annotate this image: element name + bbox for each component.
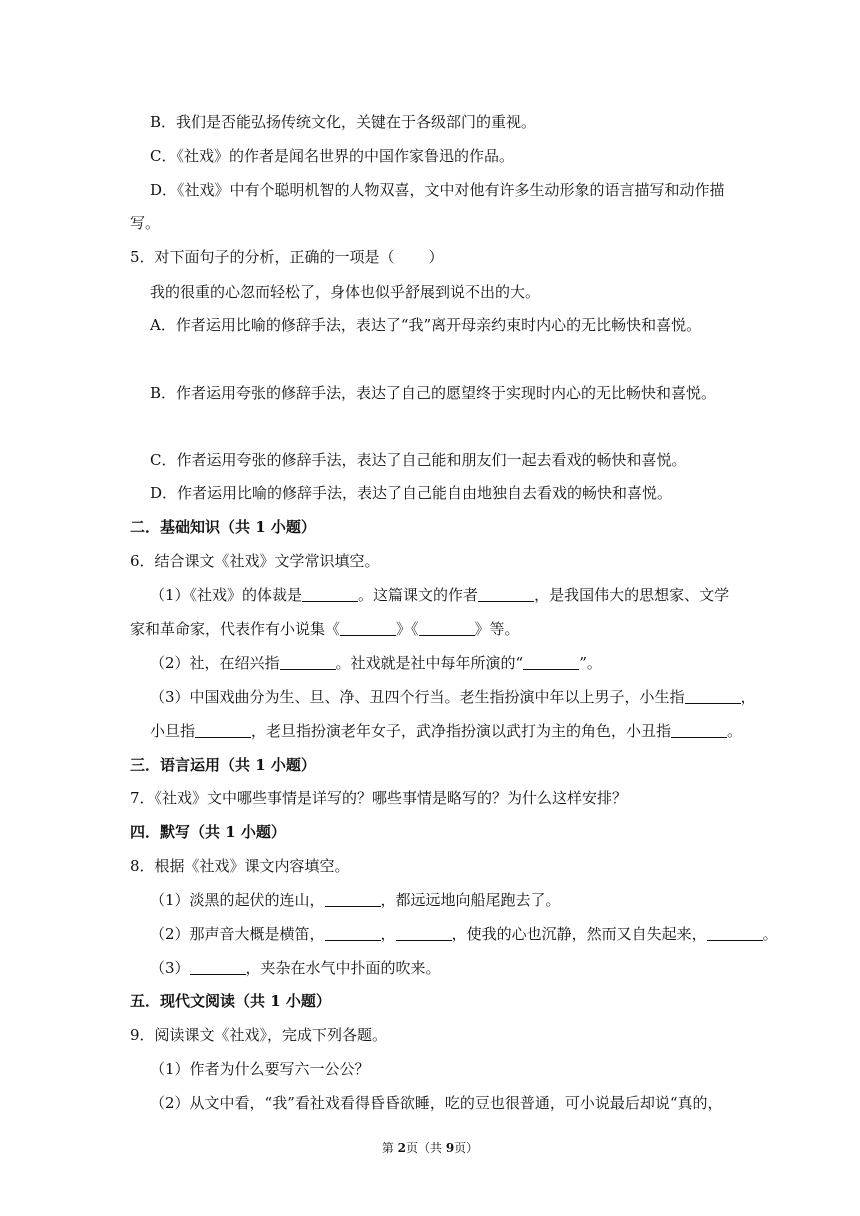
section-2-heading: 二．基础知识（共 1 小题） [130,518,316,536]
q6-p3-text-c: 小旦指 [150,722,196,740]
q6-p1-text-d: 家和革命家，代表作有小说集《 [130,620,341,638]
q4-option-c: C．《社戏》的作者是闻名世界的中国作家鲁迅的作品。 [150,147,514,165]
q8-p1-text-b: ，都远远地向船尾跑去了。 [380,891,561,909]
q6-part3-line2 [150,721,743,741]
fill-blank[interactable] [190,960,246,975]
fill-blank[interactable] [707,926,763,941]
q5-stem-text: 5．对下面句子的分析，正确的一项是（ [130,248,395,266]
fill-blank[interactable] [302,587,358,602]
q5-option-c: C．作者运用夸张的修辞手法，表达了自己能和朋友们一起去看戏的畅快和喜悦。 [150,451,687,469]
q8-p2-text-a: （2）那声音大概是横笛， [150,925,325,943]
footer-suffix: 页） [454,1141,479,1155]
q6-p3-text-a: （3）中国戏曲分为生、旦、净、丑四个行当。老生指扮演中年以上男子，小生指 [150,688,685,706]
q6-p1-text-c: ，是我国伟大的思想家、文学 [534,586,730,604]
q8-part3 [150,958,730,978]
fill-blank[interactable] [523,655,579,670]
q6-p3-text-e: 。 [727,722,743,740]
q4-option-d-line1: D．《社戏》中有个聪明机智的人物双喜，文中对他有许多生动形象的语言描写和动作描 [150,181,725,199]
q6-part1-line1 [150,585,730,605]
fill-blank[interactable] [478,587,534,602]
q5-option-a: A．作者运用比喻的修辞手法，表达了“我”离开母亲约束时内心的无比畅快和喜悦。 [150,316,702,334]
q6-part1-line2 [130,619,730,639]
q6-p1-text-b: 。这篇课文的作者 [358,586,479,604]
fill-blank[interactable] [685,689,741,704]
fill-blank[interactable] [396,926,452,941]
q8-p3-text-b: ，夹杂在水气中扑面的吹来。 [245,959,441,977]
q5-option-b: B．作者运用夸张的修辞手法，表达了自己的愿望终于实现时内心的无比畅快和喜悦。 [150,384,717,402]
q5-option-d: D．作者运用比喻的修辞手法，表达了自己能自由地独自去看戏的畅快和喜悦。 [150,484,673,502]
q5-stem-close: ） [428,248,444,266]
q8-part2 [150,924,778,944]
q7-stem: 7．《社戏》文中哪些事情是详写的？哪些事情是略写的？为什么这样安排？ [130,789,628,807]
q8-p1-text-a: （1）淡黑的起伏的连山， [150,891,325,909]
q6-p1-text-a: （1）《社戏》的体裁是 [150,586,303,604]
q8-p2-text-b: ， [380,925,396,943]
footer-prefix: 第 [381,1141,398,1155]
total-pages-number: 9 [445,1141,455,1155]
section-5-heading: 五．现代文阅读（共 1 小题） [130,992,331,1010]
current-page-number: 2 [397,1141,406,1155]
q6-p2-text-b: 。社戏就是社中每年所演的“ [335,654,524,672]
section-4-heading: 四．默写（共 1 小题） [130,823,286,841]
q6-part3-line1 [150,687,756,707]
fill-blank[interactable] [325,926,381,941]
q4-option-d-line2: 写。 [130,214,161,232]
fill-blank[interactable] [280,655,336,670]
fill-blank[interactable] [195,723,251,738]
q8-p3-text-a: （3） [150,959,190,977]
footer-middle: 页（共 [405,1141,446,1155]
section-3-heading: 三．语言运用（共 1 小题） [130,756,316,774]
fill-blank[interactable] [671,723,727,738]
q9-part2: （2）从文中看，“我”看社戏看得昏昏欲睡，吃的豆也很普通，可小说最后却说“真的， [150,1094,723,1112]
q6-p1-text-e: 》《 [396,620,419,638]
q6-p2-text-a: （2）社，在绍兴指 [150,654,280,672]
q6-p3-text-d: ，老旦指扮演老年女子，武净指扮演以武打为主的角色，小丑指 [251,722,672,740]
q8-p2-text-c: ，使我的心也沉静，然而又自失起来， [451,925,707,943]
q8-part1 [150,890,730,910]
page-footer [0,1140,860,1156]
q5-stem [130,247,730,267]
q9-stem: 9．阅读课文《社戏》，完成下列各题。 [130,1026,388,1044]
q9-part1: （1）作者为什么要写六一公公？ [150,1060,370,1078]
fill-blank[interactable] [340,621,396,636]
q6-p1-text-f: 》等。 [474,620,520,638]
q8-stem: 8．根据《社戏》课文内容填空。 [130,857,350,875]
fill-blank[interactable] [419,621,475,636]
q8-p2-text-d: 。 [762,925,778,943]
q5-sentence: 我的很重的心忽而轻松了，身体也似乎舒展到说不出的大。 [150,283,541,301]
q4-option-b: B．我们是否能弘扬传统文化，关键在于各级部门的重视。 [150,113,537,131]
q6-p2-text-c: ”。 [579,654,602,672]
q6-p3-text-b: ， [740,688,756,706]
q6-stem: 6．结合课文《社戏》文学常识填空。 [130,552,380,570]
q6-part2 [150,653,730,673]
fill-blank[interactable] [325,892,381,907]
